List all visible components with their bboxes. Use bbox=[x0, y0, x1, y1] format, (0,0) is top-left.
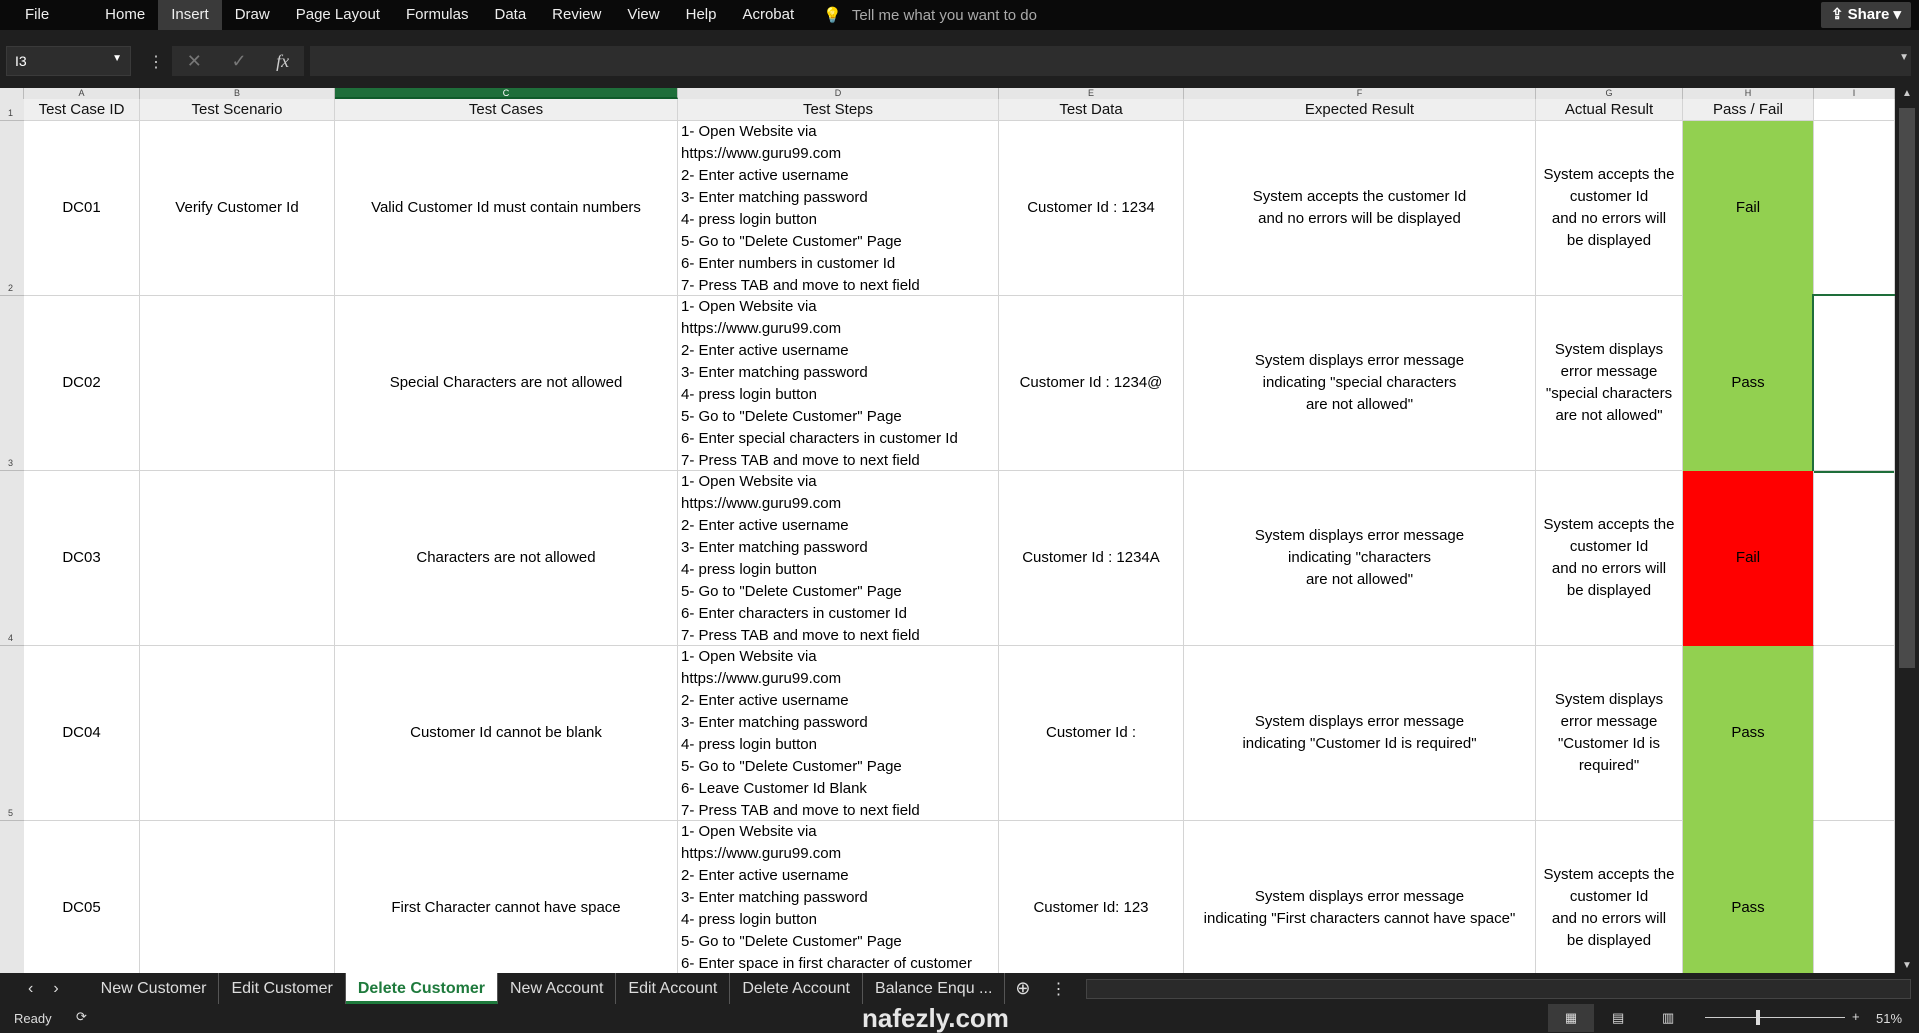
row-header[interactable] bbox=[0, 821, 24, 996]
menu-file[interactable]: File bbox=[25, 6, 50, 23]
cell-actual[interactable]: System displays error message "special characters are not allowed" bbox=[1536, 296, 1683, 471]
cell-result[interactable]: Fail bbox=[1683, 121, 1814, 296]
cell-I[interactable] bbox=[1814, 471, 1895, 646]
watermark: nafezly.com bbox=[862, 1003, 1009, 1033]
cell-case[interactable]: First Character cannot have space bbox=[335, 821, 678, 996]
row-header[interactable]: 1 bbox=[0, 99, 24, 121]
cell-id[interactable]: DC03 bbox=[24, 471, 140, 646]
name-box[interactable]: I3 ▼ bbox=[6, 46, 131, 76]
cell-id[interactable]: DC02 bbox=[24, 296, 140, 471]
header-cell[interactable]: Test Data bbox=[999, 99, 1184, 121]
zoom-in-icon[interactable]: + bbox=[1852, 1009, 1860, 1024]
cell-id[interactable]: DC04 bbox=[24, 646, 140, 821]
cell-data[interactable]: Customer Id: 123 bbox=[999, 821, 1184, 996]
spreadsheet-grid[interactable] bbox=[0, 88, 1895, 973]
add-sheet-icon[interactable]: ⊕ bbox=[1015, 978, 1031, 998]
cancel-icon[interactable]: ✕ bbox=[186, 50, 202, 71]
cell-result[interactable]: Fail bbox=[1683, 471, 1814, 646]
page-layout-view-icon[interactable]: ▤ bbox=[1612, 1010, 1625, 1025]
vertical-scrollbar[interactable]: ▲ ▼ bbox=[1895, 88, 1919, 973]
scroll-tabs-left-icon[interactable]: ‹ bbox=[28, 979, 34, 997]
column-header-G[interactable]: G bbox=[1536, 88, 1683, 99]
cell-expected[interactable]: System accepts the customer Id and no errors will be displayed bbox=[1184, 121, 1536, 296]
menu-formulas[interactable]: Formulas bbox=[405, 6, 469, 23]
cell-expected[interactable]: System displays error message indicating "characters are not allowed" bbox=[1184, 471, 1536, 646]
insert-function-icon[interactable]: fx bbox=[276, 50, 290, 71]
cell-steps[interactable]: 1- Open Website via https://www.guru99.com 2- Enter active username 3- Enter matching password 4- press login button 5- Go to "Delete Customer" Page 6- Leave Customer Id Blank 7- Press TAB and move to next field bbox=[678, 646, 999, 821]
formula-bar bbox=[0, 30, 1919, 88]
cell-case[interactable]: Characters are not allowed bbox=[335, 471, 678, 646]
select-all-corner[interactable] bbox=[0, 88, 24, 99]
menu-view[interactable]: View bbox=[627, 6, 660, 23]
menu-data[interactable]: Data bbox=[494, 6, 527, 23]
enter-icon[interactable]: ✓ bbox=[231, 50, 247, 71]
cell-case[interactable]: Valid Customer Id must contain numbers bbox=[335, 121, 678, 296]
cell-I[interactable] bbox=[1814, 296, 1895, 471]
cell-result[interactable]: Pass bbox=[1683, 646, 1814, 821]
column-header-C[interactable]: C bbox=[335, 88, 678, 99]
column-header-E[interactable]: E bbox=[999, 88, 1184, 99]
sheet-tab-delete-account[interactable]: Delete Account bbox=[730, 973, 863, 1004]
sheet-tab-new-account[interactable]: New Account bbox=[498, 973, 616, 1004]
header-cell[interactable]: Test Case ID bbox=[24, 99, 140, 121]
header-cell[interactable]: Test Cases bbox=[335, 99, 678, 121]
sheet-tab-new-customer[interactable]: New Customer bbox=[89, 973, 220, 1004]
status-bar bbox=[0, 1004, 1919, 1032]
column-header-B[interactable]: B bbox=[140, 88, 335, 99]
normal-view-icon[interactable]: ▦ bbox=[1548, 1004, 1594, 1032]
cell-expected[interactable]: System displays error message indicating "Customer Id is required" bbox=[1184, 646, 1536, 821]
cell-actual[interactable]: System displays error message "Customer Id is required" bbox=[1536, 646, 1683, 821]
row-header[interactable]: 5 bbox=[0, 646, 24, 821]
cell-scenario[interactable] bbox=[140, 821, 335, 996]
cell-data[interactable]: Customer Id : 1234@ bbox=[999, 296, 1184, 471]
cell-result[interactable]: Pass bbox=[1683, 821, 1814, 996]
ribbon-menu-bar bbox=[0, 0, 1919, 30]
scroll-tabs-right-icon[interactable]: › bbox=[53, 979, 59, 997]
cell-expected[interactable]: System displays error message indicating "special characters are not allowed" bbox=[1184, 296, 1536, 471]
zoom-level: 51% bbox=[1876, 1011, 1903, 1026]
column-header-D[interactable]: D bbox=[678, 88, 999, 99]
accessibility-icon[interactable]: ⟳ bbox=[76, 1009, 87, 1024]
cell-scenario[interactable] bbox=[140, 646, 335, 821]
header-cell[interactable]: Actual Result bbox=[1536, 99, 1683, 121]
status-ready: Ready bbox=[14, 1011, 52, 1026]
sheet-tab-edit-account[interactable]: Edit Account bbox=[616, 973, 730, 1004]
menu-insert[interactable]: Insert bbox=[158, 0, 222, 30]
row-header[interactable]: 4 bbox=[0, 471, 24, 646]
header-cell[interactable]: Pass / Fail bbox=[1683, 99, 1814, 121]
cell-I[interactable] bbox=[1814, 121, 1895, 296]
column-header-A[interactable]: A bbox=[24, 88, 140, 99]
cell-actual[interactable]: System accepts the customer Id and no errors will be displayed bbox=[1536, 121, 1683, 296]
cell-steps[interactable]: 1- Open Website via https://www.guru99.com 2- Enter active username 3- Enter matching password 4- press login button 5- Go to "Delete Customer" Page 6- Enter numbers in customer Id 7- Press TAB and move to next field bbox=[678, 121, 999, 296]
page-break-view-icon[interactable]: ▥ bbox=[1662, 1010, 1675, 1025]
cell-case[interactable]: Customer Id cannot be blank bbox=[335, 646, 678, 821]
tell-me-label: Tell me what you want to do bbox=[851, 6, 1037, 24]
cell-scenario[interactable] bbox=[140, 296, 335, 471]
sheet-tab-delete-customer[interactable]: Delete Customer bbox=[346, 973, 498, 1004]
lightbulb-icon: 💡 bbox=[823, 7, 842, 24]
cell-steps[interactable]: 1- Open Website via https://www.guru99.com 2- Enter active username 3- Enter matching password 4- press login button 5- Go to "Delete Customer" Page 6- Enter space in first character of customer bbox=[678, 821, 999, 996]
expand-formula-bar-icon[interactable]: ▼ bbox=[1899, 52, 1909, 63]
column-header-H[interactable]: H bbox=[1683, 88, 1814, 99]
menu-home[interactable]: Home bbox=[105, 6, 146, 23]
sheet-tab-balance-enqu-[interactable]: Balance Enqu ... bbox=[863, 973, 1005, 1004]
cell-I[interactable] bbox=[1814, 646, 1895, 821]
cell-scenario[interactable]: Verify Customer Id bbox=[140, 121, 335, 296]
formula-input[interactable] bbox=[310, 46, 1911, 76]
cell-I[interactable] bbox=[1814, 821, 1895, 996]
menu-review[interactable]: Review bbox=[552, 6, 602, 23]
zoom-slider[interactable] bbox=[1705, 1017, 1845, 1018]
cell-steps[interactable]: 1- Open Website via https://www.guru99.com 2- Enter active username 3- Enter matching password 4- press login button 5- Go to "Delete Customer" Page 6- Enter special characters in customer Id 7- Press TAB and move to next field bbox=[678, 296, 999, 471]
menu-page-layout[interactable]: Page Layout bbox=[295, 6, 380, 23]
cell-id[interactable]: DC01 bbox=[24, 121, 140, 296]
cell-expected[interactable]: System displays error message indicating "First characters cannot have space" bbox=[1184, 821, 1536, 996]
tell-me-search[interactable] bbox=[823, 6, 1037, 24]
cell-I1[interactable] bbox=[1814, 99, 1895, 121]
cell-id[interactable]: DC05 bbox=[24, 821, 140, 996]
cell-data[interactable]: Customer Id : 1234A bbox=[999, 471, 1184, 646]
menu-acrobat[interactable]: Acrobat bbox=[742, 6, 795, 23]
more-sheets-icon[interactable]: ⋮ bbox=[1050, 980, 1067, 998]
chevron-down-icon[interactable]: ▼ bbox=[112, 53, 122, 64]
share-button[interactable]: ⇪ Share ▾ bbox=[1821, 2, 1911, 28]
horizontal-scrollbar[interactable] bbox=[1086, 979, 1911, 999]
cell-actual[interactable]: System accepts the customer Id and no errors will be displayed bbox=[1536, 821, 1683, 996]
menu-draw[interactable]: Draw bbox=[234, 6, 270, 23]
share-icon: ⇪ bbox=[1830, 6, 1848, 23]
more-options-icon[interactable]: ⋮ bbox=[148, 54, 164, 71]
column-header-F[interactable]: F bbox=[1184, 88, 1536, 99]
header-cell[interactable]: Test Scenario bbox=[140, 99, 335, 121]
cell-scenario[interactable] bbox=[140, 471, 335, 646]
cell-case[interactable]: Special Characters are not allowed bbox=[335, 296, 678, 471]
row-header[interactable]: 3 bbox=[0, 296, 24, 471]
sheet-tabs-bar bbox=[0, 973, 1919, 1004]
sheet-tab-edit-customer[interactable]: Edit Customer bbox=[219, 973, 345, 1004]
menu-help[interactable]: Help bbox=[685, 6, 717, 23]
cell-steps[interactable]: 1- Open Website via https://www.guru99.com 2- Enter active username 3- Enter matching password 4- press login button 5- Go to "Delete Customer" Page 6- Enter characters in customer Id 7- Press TAB and move to next field bbox=[678, 471, 999, 646]
row-header[interactable]: 2 bbox=[0, 121, 24, 296]
cell-actual[interactable]: System accepts the customer Id and no errors will be displayed bbox=[1536, 471, 1683, 646]
column-header-I[interactable]: I bbox=[1814, 88, 1895, 99]
cell-result[interactable]: Pass bbox=[1683, 296, 1814, 471]
header-cell[interactable]: Test Steps bbox=[678, 99, 999, 121]
cell-data[interactable]: Customer Id : bbox=[999, 646, 1184, 821]
header-cell[interactable]: Expected Result bbox=[1184, 99, 1536, 121]
cell-data[interactable]: Customer Id : 1234 bbox=[999, 121, 1184, 296]
